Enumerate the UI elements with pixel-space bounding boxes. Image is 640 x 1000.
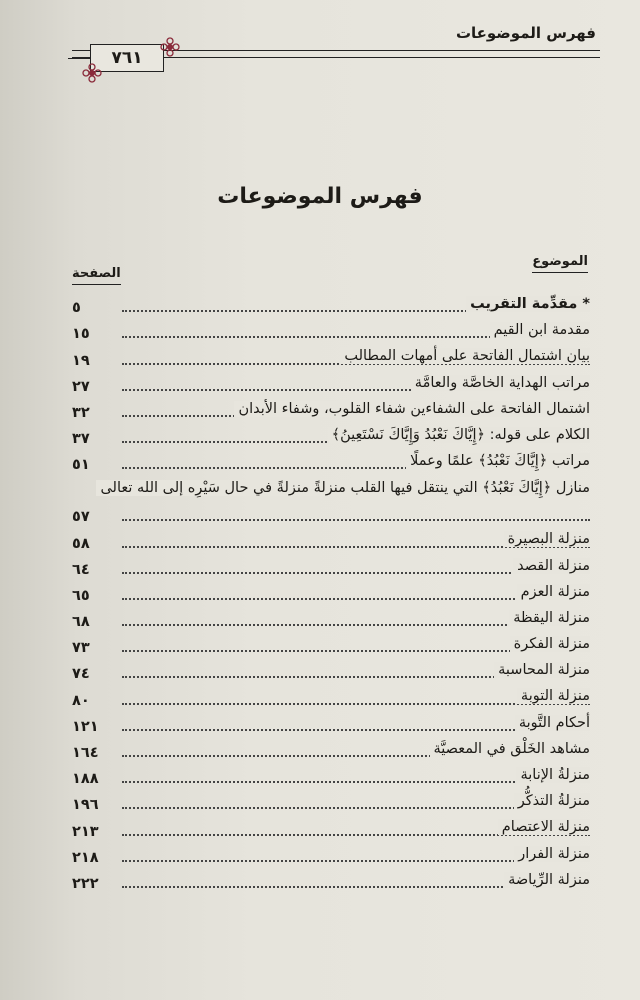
toc-entry	[72, 318, 590, 344]
toc-entry-page: ١٦٤	[72, 745, 99, 761]
toc-entry	[72, 344, 590, 370]
toc-entry	[72, 292, 590, 318]
toc-entry-page: ٢٧	[72, 378, 90, 395]
toc-entry	[72, 815, 590, 841]
toc-entry-title: منزلة التوبة	[517, 688, 590, 704]
toc-entry-title: الكلام على قوله: ﴿إِيَّاكَ نَعْبُدُ وَإِيَّاكَ نَسْتَعِينُ﴾	[328, 427, 590, 443]
toc-title: فهرس الموضوعات	[217, 184, 423, 209]
toc-entry-title: أحكام التَّوبة	[515, 715, 590, 731]
toc-entry-page: ٣٢	[72, 404, 90, 421]
toc-entry-page: ١٢١	[72, 718, 99, 735]
toc-entry	[72, 580, 590, 606]
toc-entry-title: مراتب الهداية الخاصَّة والعامَّة	[411, 375, 590, 391]
toc-entry	[72, 737, 590, 763]
toc-list	[72, 292, 590, 894]
toc-entry	[72, 789, 590, 815]
header-rule-left	[68, 58, 90, 59]
toc-entry-title: مقدمة ابن القيم	[490, 322, 590, 338]
toc-entry-page: ٦٤	[72, 561, 90, 578]
toc-entry	[72, 842, 590, 868]
toc-entry-page: ١٥	[72, 326, 90, 343]
toc-entry-page: ٧٣	[72, 640, 90, 657]
toc-entry-title: منزلة المحاسبة	[494, 662, 590, 678]
toc-entry	[72, 475, 590, 527]
toc-entry-page: ٢٢٢	[72, 875, 99, 892]
toc-entry	[72, 371, 590, 397]
toc-entry	[72, 711, 590, 737]
toc-entry	[72, 606, 590, 632]
toc-entry-page: ٨٠	[72, 692, 90, 709]
toc-entry	[72, 632, 590, 658]
column-header-page: الصفحة	[72, 266, 121, 285]
toc-entry	[72, 684, 590, 710]
toc-entry-page: ١٩	[72, 352, 90, 369]
toc-entry	[72, 763, 590, 789]
toc-entry-title: منزلة الفكرة	[510, 636, 590, 652]
toc-entry-title: * مقدِّمة التقريب	[466, 296, 590, 312]
column-header-topic: الموضوع	[532, 254, 588, 273]
toc-entry-page: ٢١٣	[72, 823, 99, 840]
toc-entry-page: ٣٧	[72, 431, 90, 448]
toc-entry	[72, 658, 590, 684]
toc-entry-title: اشتمال الفاتحة على الشفاءين شفاء القلوب، وشفاء الأبدان	[234, 401, 590, 417]
toc-entry-page: ١٩٦	[72, 797, 99, 814]
toc-entry-title: منازل ﴿إِيَّاكَ نَعْبُدُ﴾ التي ينتقل فيها القلب منزلةً منزلةً في حال سَيْرِه إلى الله تعالى	[96, 480, 590, 496]
toc-entry	[72, 868, 590, 894]
toc-entry-page: ٦٥	[72, 587, 90, 604]
flower-ornament-icon	[82, 63, 102, 83]
toc-entry	[72, 397, 590, 423]
toc-entry-title: مراتب ﴿إِيَّاكَ نَعْبُدُ﴾ علمًا وعملًا	[406, 453, 590, 469]
toc-entry-title: منزلة الاعتصام	[498, 819, 590, 835]
toc-entry-page: ٥٨	[72, 535, 90, 552]
flower-ornament-icon	[160, 37, 180, 57]
toc-entry-page: ١٨٨	[72, 771, 99, 788]
toc-entry-page: ٥	[72, 300, 81, 317]
toc-entry-title: منزلة الفرار	[514, 846, 590, 862]
toc-entry-page: ٢١٨	[72, 849, 99, 866]
toc-entry-title: منزلة العزم	[517, 584, 590, 600]
toc-entry-page: ٥١	[72, 457, 90, 474]
toc-entry-title: منزلة اليقظة	[509, 610, 590, 626]
toc-entry	[72, 554, 590, 580]
toc-entry-page: ٥٧	[72, 509, 90, 526]
toc-entry-title: منزلة البصيرة	[504, 531, 590, 547]
toc-entry	[72, 449, 590, 475]
toc-entry-page: ٦٨	[72, 614, 90, 631]
running-title: فهرس الموضوعات	[455, 24, 596, 42]
toc-entry-title: مشاهد الخَلْق في المعصيَّة	[430, 741, 590, 757]
toc-entry-page: ٧٤	[72, 666, 90, 683]
page-number: ٧٦١	[90, 44, 164, 72]
toc-entry	[72, 527, 590, 553]
toc-entry-title: منزلة القصد	[513, 558, 590, 574]
toc-entry-title: بيان اشتمال الفاتحة على أمهات المطالب	[340, 348, 590, 364]
toc-entry-title: منزلة الرِّياضة	[504, 872, 590, 888]
dot-leader	[122, 519, 590, 521]
toc-entry-title: منزلةُ الإنابة	[516, 767, 590, 783]
toc-entry	[72, 423, 590, 449]
toc-entry-title: منزلةُ التذكُّر	[514, 793, 590, 809]
